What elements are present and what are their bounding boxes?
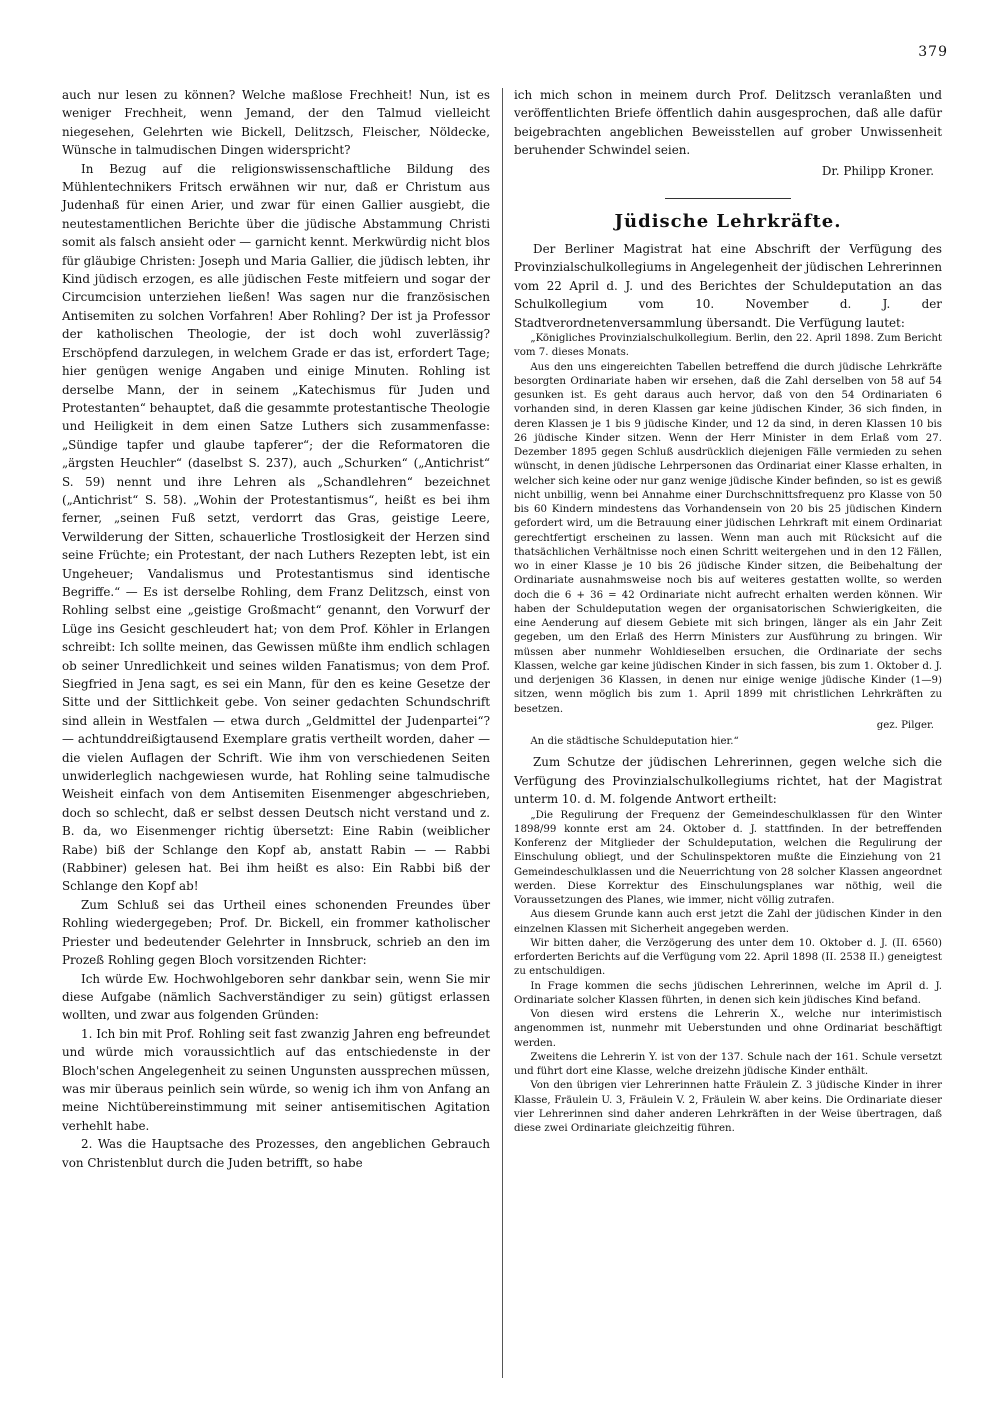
page-number: 379 <box>918 44 948 60</box>
left-column <box>62 86 490 1172</box>
paragraph: 2. Was die Hauptsache des Prozesses, den angeblichen Gebrauch von Christenblut durch die Juden betrifft, so habe <box>62 1137 490 1170</box>
paragraph: In Frage kommen die sechs jüdischen Lehrerinnen, welche im April d. J. Ordinariate solcher Klassen führten, in denen sich kein jüdisches Kind befand. <box>514 980 942 1006</box>
paragraph: Wir bitten daher, die Verzögerung des unter dem 10. Oktober d. J. (II. 6560) erforderten Berichts auf die Verfügung vom 22. April 1898 (II. 2538 II.) geneigtest zu entschuldigen. <box>514 937 942 978</box>
paragraph: Aus den uns eingereichten Tabellen betreffend die durch jüdische Lehrkräfte besorgten Ordinariate haben wir ersehen, daß die Zahl derselben von 58 auf 54 gesunken ist. Es geht daraus auch hervor, daß von den 54 Ordinariaten 6 vorhanden sind, in deren Klassen gar keine jüdischen Kinder, 36 sich finden, in deren Klassen je 1 bis 9 jüdische Kinder, und 12 da sind, in deren Klassen 10 bis 26 jüdische Kinder sitzen. Wenn der Herr Minister in dem Erlaß vom 27. Dezember 1895 gegen Schluß ausdrücklich diejenigen Fälle vermieden zu sehen wünscht, in denen jüdische Lehrpersonen das Ordinariat einer Klasse erhalten, in welcher sich keine oder nur ganz wenige jüdische Kinder befinden, so ist es gewiß nicht unbillig, wenn bei Annahme einer Durchschnittsfrequenz pro Klasse von 50 bis 60 Kindern mindestens das Vorhandensein von 20 bis 25 jüdischen Kindern gefordert wird, um die Betrauung einer jüdischen Lehrkraft mit einem Ordinariat gerechtfertigt erscheinen zu lassen. Wenn man auch mit Rücksicht auf die thatsächlichen Verhältnisse noch einen Schritt weitergehen und in den 12 Fällen, wo in einer Klasse je 10 bis 26 jüdische Kinder sitzen, die Beibehaltung der Ordinariate ausnahmsweise noch bis auf weiteres gestatten wollte, so werden doch die 6 + 36 = 42 Ordinariate nicht aufrecht erhalten werden können. Wir haben der Schuldeputation wegen der organisatorischen Schwierigkeiten, die eine Aenderung auf diesem Gebiete mit sich bringen, länger als ein Jahr Zeit gegeben, um den Erlaß des Herrn Ministers zur Ausführung zu bringen. Wir müssen aber nunmehr Wohldieselben ersuchen, die Ordinariate der sechs Klassen, welche gar keine jüdischen Kinder in sich fassen, bis zum 1. Oktober d. J. und derjenigen 36 Klassen, in denen nur einige wenige jüdische Kinder (1—9) sitzen, wenn möglich bis zum 1. April 1899 mit christlichen Lehrkräften zu besetzen. <box>514 361 942 715</box>
paragraph: auch nur lesen zu können? Welche maßlose Frechheit! Nun, ist es weniger Frechheit, wenn Jemand, der den Talmud vielleicht niegesehen, Gelehrten wie Bickell, Delitzsch, Fleischer, Nöldecke, Wünsche in talmudischen Dingen widerspricht? <box>62 88 490 158</box>
paragraph: ich mich schon in meinem durch Prof. Delitzsch veranlaßten und veröffentlichten Briefe öffentlich dahin ausgesprochen, daß alle dafür beigebrachten angeblichen Beweisstellen auf grober Unwissenheit beruhender Schwindel seien. <box>514 88 942 158</box>
paragraph: 1. Ich bin mit Prof. Rohling seit fast zwanzig Jahren eng befreundet und würde mich voraussichtlich auf das entschiedenste in der Bloch'schen Angelegenheit zu seinen Ungunsten aussprechen müssen, was mir überaus peinlich sein würde, so wenig ich ihm von Anfang an meine Nichtübereinstimmung mit seiner antisemitischen Agitation verhehlt habe. <box>62 1026 490 1133</box>
paragraph: Ich würde Ew. Hochwohlgeboren sehr dankbar sein, wenn Sie mir diese Aufgabe (nämlich Sachverständiger zu sein) gütigst erlassen wollten, und zwar aus folgenden Gründen: <box>62 971 490 1023</box>
signature-pilger: gez. Pilger. <box>876 719 934 731</box>
right-column <box>514 86 942 1136</box>
paragraph: Von den übrigen vier Lehrerinnen hatte Fräulein Z. 3 jüdische Kinder in ihrer Klasse, Fräulein U. 3, Fräulein V. 2, Fräulein W. aber keins. Die Ordinariate dieser vier Lehrerinnen sind daher anderen Lehrkräften in der Weise übertragen, daß diese zwei Ordinariate gleichzeitig führen. <box>514 1080 942 1135</box>
section-heading: Jüdische Lehrkräfte. <box>614 211 842 233</box>
paragraph: Zweitens die Lehrerin Y. ist von der 137. Schule nach der 161. Schule versetzt und führt dort eine Klasse, welche dreizehn jüdische Kinder enthält. <box>514 1051 942 1078</box>
paragraph: „Die Regulirung der Frequenz der Gemeindeschulklassen für den Winter 1898/99 konnte erst am 24. Oktober d. J. stattfinden. In der betreffenden Konferenz der Mitglieder der Schuldeputation, welchen die Regulirung der Einschulung obliegt, und der Schulinspektoren mußte die Einziehung von 21 Gemeindeschulklassen und die Neuerrichtung von 28 solcher Klassen angeordnet werden. Diese Korrektur des Einschulungsplanes war nöthig, weil die Voraussetzungen des Planes, wie immer, nicht völlig zutrafen. <box>514 809 942 907</box>
paragraph: Zum Schutze der jüdischen Lehrerinnen, gegen welche sich die Verfügung des Provinzialschulkollegiums richtet, hat der Magistrat unterm 10. d. M. folgende Antwort ertheilt: <box>514 755 942 807</box>
address-line: An die städtische Schuldeputation hier.“ <box>530 736 739 748</box>
paragraph: Von diesen wird erstens die Lehrerin X., welche nur interimistisch angenommen ist, nunmehr mit Ueberstunden und ohne Ordinariat beschäftigt werden. <box>514 1009 942 1049</box>
paragraph: Der Berliner Magistrat hat eine Abschrift der Verfügung des Provinzialschulkollegiums in Angelegenheit der jüdischen Lehrerinnen vom 22 April d. J. und des Berichtes der Schuldeputation an das Schulkollegium vom 10. November d. J. der Stadtverordnetenversammlung übersandt. Die Verfügung lautet: <box>514 242 943 330</box>
section-divider <box>665 198 791 199</box>
paragraph: Aus diesem Grunde kann auch erst jetzt die Zahl der jüdischen Kinder in den einzelnen Klassen mit Sicherheit angegeben werden. <box>514 909 942 935</box>
paragraph: Zum Schluß sei das Urtheil eines schonenden Freundes über Rohling wiedergegeben; Prof. Dr. Bickell, ein frommer katholischer Priester und bedeutender Gelehrter in Innsbruck, schrieb an den im Prozeß Rohling gegen Bloch vorsitzenden Richter: <box>62 897 490 968</box>
signature-kroner: Dr. Philipp Kroner. <box>821 163 934 178</box>
paragraph: In Bezug auf die religionswissenschaftliche Bildung des Mühlentechnikers Fritsch erwähnen wir nur, daß er Christum aus Judenhaß für einen Arier, und zwar für einen Gallier ausgiebt, die neutestamentlichen Berichte über die jüdische Abstammung Christi somit als falsch ansieht oder — garnicht kennt. Merkwürdig nicht blos für gläubige Christen: Joseph und Maria Gallier, die jüdisch lebten, ihr Kind jüdisch erzogen, es alle jüdischen Feste mitfeiern und sogar der Circumcision unterziehen ließen! Was sagen nur die französischen Antisemiten zu solchen Vorfahren! Aber Rohling? Der ist ja Professor der katholischen Theologie, der ist doch wohl zuverlässig? Erschöpfend darzulegen, in welchem Grade er das ist, erfordert Tage; hier genügen wenige Angaben und einige Minuten. Rohling ist derselbe Mann, der in seinem „Katechismus für Juden und Protestanten“ behauptet, daß die gesammte protestantische Theologie und Heiligkeit in dem einen Satze Luthers sich zusammenfasse: „Sündige tapfer und glaube tapferer“; der die Reformatoren die „ärgsten Heuchler“ (daselbst S. 237), auch „Schurken“ („Antichrist“ S. 59) nennt und ihre Lehren als „Schandlehren“ bezeichnet („Antichrist“ S. 58). „Wohin der Protestantismus“, heißt es bei ihm ferner, „seinen Fuß setzt, verdorrt das Gras, geistige Leere, Verwilderung der Sitten, schauerliche Trostlosigkeit der Herzen sind seine Früchte; ein Protestant, der nach Luthers Rezepten lebt, ist ein Ungeheuer; Vandalismus und Protestantismus sind identische Begriffe.“ — Es ist derselbe Rohling, dem Franz Delitzsch, einst von Rohling selbst eine „geistige Großmacht“ genannt, den Vorwurf der Lüge ins Gesicht geschleudert hat; von dem Prof. Köhler in Erlangen schreibt: Ich sollte meinen, das Gewissen müßte ihm endlich schlagen ob seiner Unredlichkeit und seines wilden Fanatismus; von dem Prof. Siegfried in Jena sagt, es sei ein Mann, für den es keine Gesetze der Sitte und der Sittlichkeit gebe. Von seiner gedachten Schundschrift sind allein in Westfalen — etwa durch „Geldmittel der Judenpartei“? — achtunddreißigtausend Exemplare gratis vertheilt worden, daher — die vielen Auflagen der Schrift. Wie ihm von verschiedenen Seiten unwiderleglich nachgewiesen wurde, hat Rohling seine talmudische Weisheit einfach von dem Antisemiten Eisenmenger abgeschrieben, doch so schlecht, daß er selbst dessen Deutsch nicht verstand und z. B. da, wo Eisenmenger richtig übersetzt: Eine Rabin (weiblicher Rabe) biß der Schlange den Kopf ab, anstatt Rabin — — Rabbi (Rabbiner) gelesen hat. Bei ihm heißt es also: Ein Rabbi biß der Schlange den Kopf ab! <box>62 161 490 894</box>
column-divider <box>502 88 503 1378</box>
paragraph: „Königliches Provinzialschulkollegium. Berlin, den 22. April 1898. Zum Bericht vom 7. dieses Monats. <box>514 333 942 359</box>
